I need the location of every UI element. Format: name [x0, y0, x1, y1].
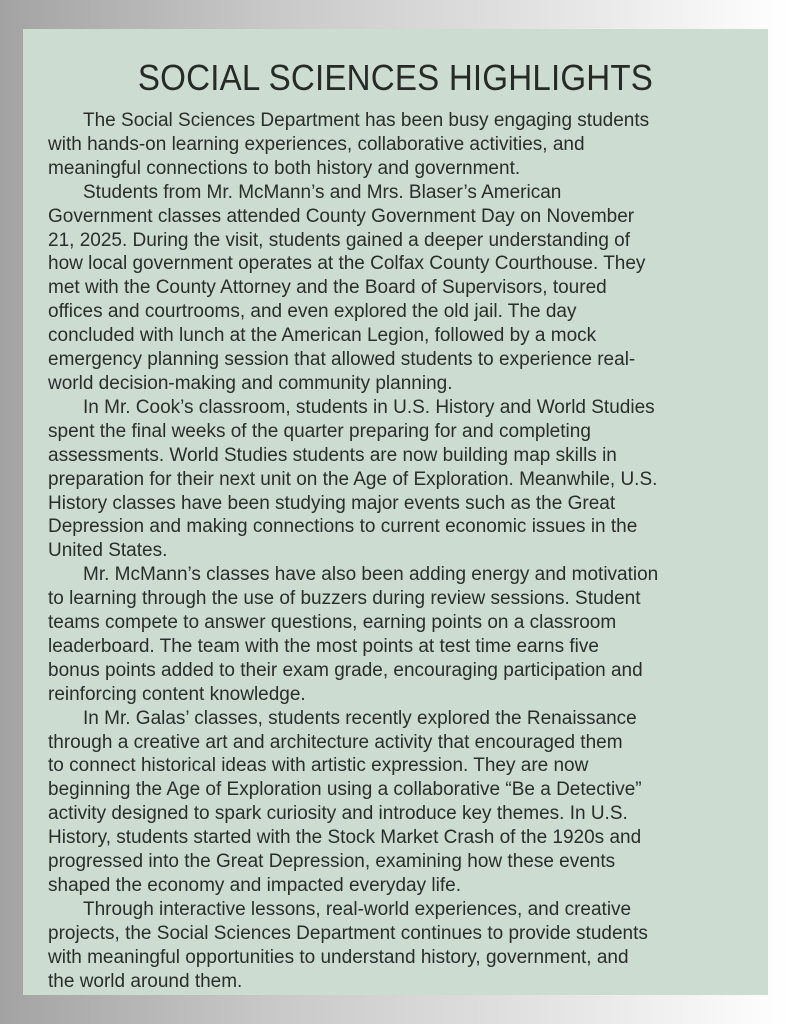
paragraph-line: Through interactive lessons, real-world experiences, and creative — [83, 898, 632, 920]
paragraph-line: In Mr. Galas’ classes, students recently explored the Renaissance — [83, 707, 637, 729]
paragraph-line: In Mr. Cook’s classroom, students in U.S. History and World Studies — [83, 396, 655, 418]
paragraph-line: reinforcing content knowledge. — [48, 683, 306, 705]
paragraph-line: to connect historical ideas with artistic expression. They are now — [48, 755, 589, 777]
paragraph-line: History classes have been studying major events such as the Great — [48, 492, 616, 514]
paragraph-line: Mr. McMann’s classes have also been adding energy and motivation — [83, 564, 659, 586]
paragraph-line: Students from Mr. McMann’s and Mrs. Blaser’s American — [83, 181, 562, 203]
paragraph-line: with meaningful opportunities to understand history, government, and — [48, 946, 629, 968]
paragraph-line: concluded with lunch at the American Legion, followed by a mock — [48, 325, 597, 347]
paragraph — [48, 563, 763, 706]
paragraph-line: progressed into the Great Depression, examining how these events — [48, 851, 616, 873]
paragraph-line: meaningful connections to both history and government. — [48, 157, 521, 179]
paragraph-line: leaderboard. The team with the most points at test time earns five — [48, 635, 599, 657]
paragraph-line: shaped the economy and impacted everyday life. — [48, 875, 461, 896]
paragraph-line: preparation for their next unit on the Age of Exploration. Meanwhile, U.S. — [48, 468, 658, 490]
page-title: SOCIAL SCIENCES HIGHLIGHTS — [137, 57, 654, 98]
paragraph — [48, 396, 763, 563]
paragraph — [48, 109, 763, 181]
paragraph — [48, 898, 763, 994]
paragraph-line: activity designed to spark curiosity and introduce key themes. In U.S. — [48, 803, 628, 825]
paragraph-line: 21, 2025. During the visit, students gained a deeper understanding of — [48, 229, 631, 251]
paragraph-line: bonus points added to their exam grade, encouraging participation and — [48, 659, 643, 681]
paragraph-line: world decision-making and community planning. — [48, 372, 453, 394]
paragraph — [48, 707, 763, 898]
paragraph-line: History, students started with the Stock Market Crash of the 1920s and — [48, 827, 642, 849]
paragraph-line: how local government operates at the Colfax County Courthouse. They — [48, 253, 646, 275]
paragraph-line: emergency planning session that allowed students to experience real- — [48, 349, 636, 371]
paragraph-line: offices and courtrooms, and even explored the old jail. The day — [48, 301, 577, 323]
paragraph — [48, 181, 763, 396]
paragraph-line: assessments. World Studies students are now building map skills in — [48, 444, 617, 466]
paragraph-line: beginning the Age of Exploration using a collaborative “Be a Detective” — [48, 779, 642, 801]
paragraph-line: through a creative art and architecture activity that encouraged them — [48, 731, 623, 753]
paragraph-line: the world around them. — [48, 970, 243, 992]
paragraph-line: Depression and making connections to current economic issues in the — [48, 516, 638, 538]
paragraph-line: The Social Sciences Department has been busy engaging students — [83, 110, 650, 131]
article-panel — [23, 29, 768, 995]
article-body — [48, 109, 763, 994]
paragraph-line: with hands-on learning experiences, collaborative activities, and — [48, 133, 585, 155]
paragraph-line: United States. — [48, 540, 168, 562]
paragraph-line: spent the final weeks of the quarter preparing for and completing — [48, 420, 591, 442]
paragraph-line: to learning through the use of buzzers during review sessions. Student — [48, 588, 641, 610]
paragraph-line: met with the County Attorney and the Board of Supervisors, toured — [48, 277, 607, 299]
paragraph-line: projects, the Social Sciences Department continues to provide students — [48, 922, 648, 944]
paragraph-line: Government classes attended County Government Day on November — [48, 205, 635, 227]
paragraph-line: teams compete to answer questions, earning points on a classroom — [48, 612, 617, 634]
